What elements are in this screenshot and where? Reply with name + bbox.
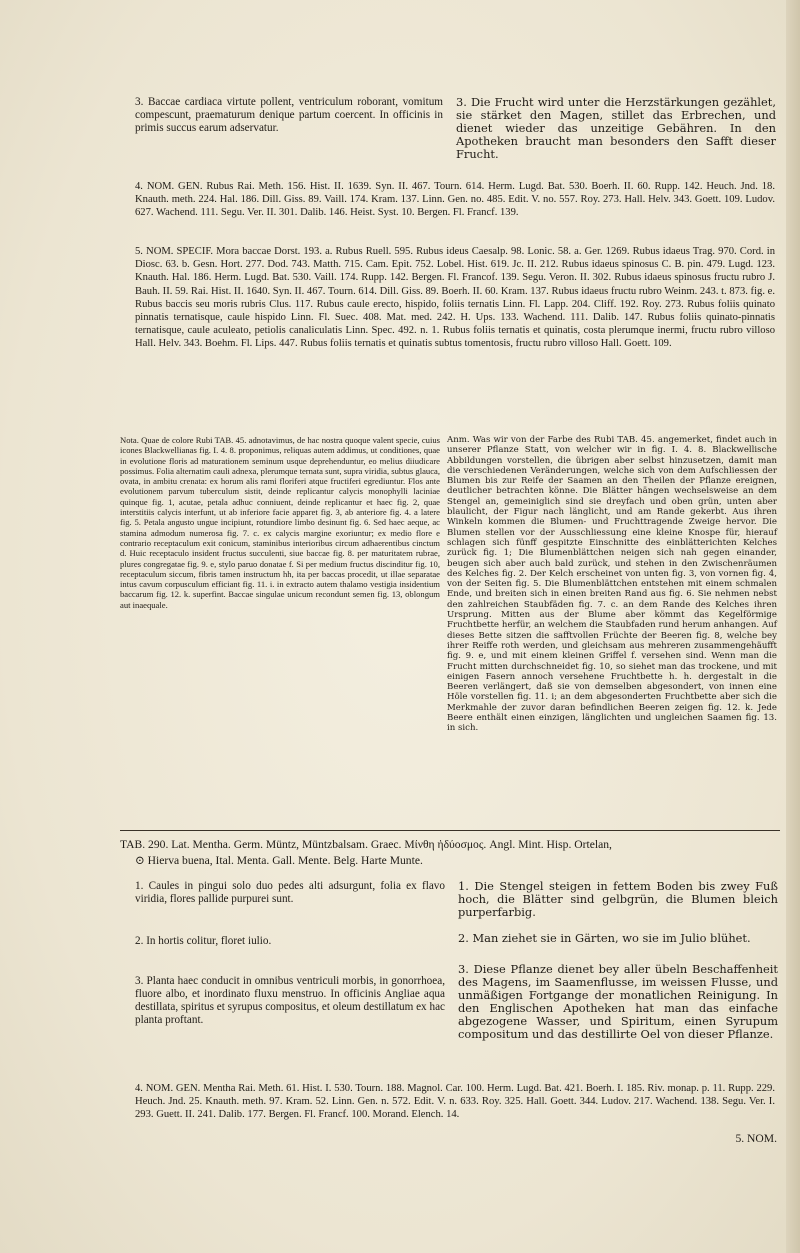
baccae-german-paragraph: 3. Die Frucht wird unter die Herzstärkungen gezählet, sie stärket den Magen, stillet das Erbrechen, und dienet wieder das unzeitige Gebähren. In den Apotheken braucht man besonders den Safft dieser Frucht.	[456, 95, 776, 161]
mentha-latin-3: 3. Planta haec conducit in omnibus ventriculi morbis, in gonorrhoea, fluore albo, et inordinato fluxu menstruo. In officinis Angliae aqua destillata, spiritus et syrupus compositus, et oleum destillatum ex hac planta proftant.	[135, 975, 445, 1026]
mentha-german-1: 1. Die Stengel steigen in fettem Boden bis zwey Fuß hoch, die Blätter sind gelbgrün, die Blumen bleich purperfarbig.	[458, 879, 778, 919]
baccae-latin-paragraph: 3. Baccae cardiaca virtute pollent, ventriculum roborant, vomitum compescunt, praematurum denique partum coercent. In officinis in primis succus earum adservatur.	[135, 96, 443, 134]
nota-german: Anm. Was wir von der Farbe des Rubi TAB. 45. angemerket, findet auch in unserer Pflanze Statt, von welcher wir in fig. I. 4. 8. Blackwellische Abbildungen vorstellen, die übrigen aber selbst hinzusetzen, damit man die verschiedenen Veränderungen, welche sich von dem Aufschliessen der Blumen bis zur Reife der Saamen an den Theilen der Pflanze ereignen, deutlicher betrachten könne. Die Blätter hängen wechselsweise an dem Stengel an, gemeiniglich sind sie dreyfach und oben grün, unten aber blaulicht, der Figur nach länglicht, und am Rande gekerbt. Aus ihren Winkeln kommen die Blumen- und Fruchttragende Zweige hervor. Die Blumen stellen vor der Ausschliessung eine kleine Knospe für, hierauf schlagen sich fünff gespitzte Einschnitte des einblätterichten Kelches zurück fig. 1; Die Blumenblättchen neigen sich nah gegen einander, beugen sich aber auch bald zurück, und stehen in den Zwischenräumen des Kelches fig. 2. Der Kelch erscheinet von unten fig. 3, von vornen fig. 4, von der Seiten fig. 5. Die Blumenblättchen entstehen mit einem schmalen Ende, und breiten sich in einen breiten Rand aus fig. 6. Sie nehmen nebst den zahlreichen Staubfäden fig. 7. c. an dem Rande des Kelches ihren Ursprung. Mitten aus der Blume aber kömmt das Kegelförmige Fruchtbette herfür, an welchem die Staubfaden rund herum anhangen. Auf dieses Bette sitzen die safftvollen Früchte der Beeren fig. 8, welche bey ihrer Reiffe roth werden, und gleichsam aus mehreren zusammengehäufft fig. 9. e, und mit einem kleinen Griffel f. versehen sind. Wenn man die Frucht mitten durchschneidet fig. 10, so siehet man das trockene, und mit einigen Fasern annoch versehene Fruchtbette h. h. dergestalt in die Beeren verlängert, daß sie von demselben abgesondert, von innen eine Höle vorstellen fig. 11. i; an dem abgesonderten Fruchtbette aber sich die Merkmahle der zuvor daran befindlichen Beeren zeigen fig. 12. k. Jede Beere enthält einen einzigen, länglichten und ungleichen Saamen fig. 13. in sich.	[447, 435, 777, 734]
mentha-latin-2: 2. In hortis colitur, floret iulio.	[135, 935, 272, 947]
nota-latin: Nota. Quae de colore Rubi TAB. 45. adnotavimus, de hac nostra quoque valent specie, cuius icones Blackwellianas fig. I. 4. 8. proponimus, reliquas autem addimus, ut conditiones, quae in evolutione floris ad maturationem seminum usque deprehenduntur, eo melius diiudicare possimus. Folia alternatim cauli adnexa, plerumque ternata sunt, supra viridia, subtus glauca, ovata, in ambitu crenata: ex horum alis rami floriferi atque fructiferi egrediuntur. Flos ante evolutionem parvum tuberculum sistit, deinde replicantur calycis monophylli laciniae quinque fig. 1, acutae, petala adhuc conniuent, deinde replicantur et haec fig. 2, quae interstitiis calycis interfunt, ut ab inferiore facie apparet fig. 3, ab anteriore fig. 4. a latere fig. 5. Petala angusto ungue incipiunt, rotundiore limbo desinunt fig. 6. Sed haec aeque, ac stamina admodum numerosa fig. 7. c. ex calycis margine exoriuntur; ex medio flore e contrario receptaculum exit conicum, staminibus interioribus circum adhaerentibus cinctum d. Huic receptaculo insident fructus succulenti, siue baccae fig. 8. per maturitatem rubrae, plures congregatae fig. 9. e, stylo paruo donatae f. Si per medium fructus discinditur fig. 10, receptaculum siccum, fibris tamen instructum hh, ita per baccas procedit, ut illae separatae intus cavum corpusculum efficiant fig. 11. i. in extracto autem thalamo vestigia insidentium baccarum fig. 12. k. superfint. Baccae singulae unicum recondunt semen fig. 13, oblongum aut inaequale.	[120, 435, 440, 610]
nom-gen-mentha: 4. NOM. GEN. Mentha Rai. Meth. 61. Hist. I. 530. Tourn. 188. Magnol. Car. 100. Herm. Lugd. Bat. 421. Boerh. I. 185. Riv. monap. p. 11. Rupp. 229. Heuch. Jnd. 25. Knauth. meth. 97. Kram. 52. Linn. Gen. n. 572. Edit. V. n. 633. Roy. 325. Hall. Goett. 344. Ludov. 217. Wachend. 138. Segu. Ver. I. 293. Guett. II. 241. Dalib. 177. Bergen. Fl. Francf. 100. Morand. Elench. 14.	[135, 1083, 775, 1121]
tab290-heading: TAB. 290. Lat. Mentha. Germ. Müntz, Müntzbalsam. Graec. Μίνθη ἡδύοσμος. Angl. Mint. Hisp. Ortelan,	[120, 838, 612, 851]
catchword: 5. NOM.	[735, 1132, 777, 1145]
divider-rule	[120, 830, 780, 831]
mentha-latin-1: 1. Caules in pingui solo duo pedes alti adsurgunt, folia ex flavo viridia, flores pallide purpurei sunt.	[135, 880, 445, 905]
mentha-german-3: 3. Diese Pflanze dienet bey aller übeln Beschaffenheit des Magens, im Saamenflusse, im weissen Flusse, und unmäßigen Fortgange der monatlichen Reinigung. In den Englischen Apotheken hat man das einfache abgezogene Wasser, und Spiritum, einen Syrupum compositum und das destillirte Oel von dieser Pflanze.	[458, 962, 778, 1041]
page-edge	[786, 0, 800, 1253]
nom-specif-rubus: 5. NOM. SPECIF. Mora baccae Dorst. 193. a. Rubus Ruell. 595. Rubus ideus Caesalp. 98. Lonic. 58. a. Ger. 1269. Rubus idaeus Trag. 970. Cord. in Diosc. 63. b. Gesn. Hort. 277. Dod. 743. Matth. 715. Cam. Epit. 752. Lobel. Hist. 619. Jc. II. 212. Rubus idaeus spinosus C. B. pin. 479. Lugd. 123. Knauth. Hal. 186. Herm. Lugd. Bat. 530. Vaill. 174. Rupp. 142. Bergen. Fl. Francof. 139. Segu. Veron. II. 302. Rubus idaeus spinosus fructu rubro J. Bauh. II. 59. Rai. Hist. II. 1640. Syn. II. 467. Tourn. 614. Dill. Giss. 89. Boerh. II. 60. Kram. 137. Rubus idaeus fructu rubro Weinm. 243. t. 873. fig. e. Rubus baccis seu moris rubris Clus. 117. Rubus caule erecto, hispido, foliis ternatis Linn. Fl. Lapp. 204. Cliff. 192. Roy. 273. Rubus foliis quinato pinnatis ternatisque, caule hispido Linn. Fl. Suec. 408. Mat. med. 242. H. Ups. 133. Wachend. 111. Dalib. 147. Rubus foliis quinato-pinnatis ternatisque, caule aculeato, petiolis canaliculatis Linn. Spec. 492. n. 1. Rubus foliis ternatis et quinatis, costa plerumque inermi, fructu rubro villoso Hall. Helv. 343. Boehm. Fl. Lips. 447. Rubus foliis ternatis et quinatis subtus tomentosis, fructu rubro villoso Hall. Goett. 109.	[135, 246, 775, 350]
nom-gen-rubus: 4. NOM. GEN. Rubus Rai. Meth. 156. Hist. II. 1639. Syn. II. 467. Tourn. 614. Herm. Lugd. Bat. 530. Boerh. II. 60. Rupp. 142. Heuch. Jnd. 18. Knauth. meth. 224. Hal. 186. Dill. Giss. 89. Vaill. 174. Kram. 137. Linn. Gen. no. 485. Edit. V. no. 557. Roy. 273. Hall. Helv. 343. Goett. 109. Ludov. 627. Wachend. 111. Segu. Ver. II. 301. Dalib. 146. Heist. Syst. 10. Bergen. Fl. Francf. 139.	[135, 181, 775, 219]
mentha-german-2: 2. Man ziehet sie in Gärten, wo sie im Julio blühet.	[458, 931, 751, 945]
tab290-heading-2: ⊙ Hierva buena, Ital. Menta. Gall. Mente. Belg. Harte Munte.	[135, 854, 423, 867]
